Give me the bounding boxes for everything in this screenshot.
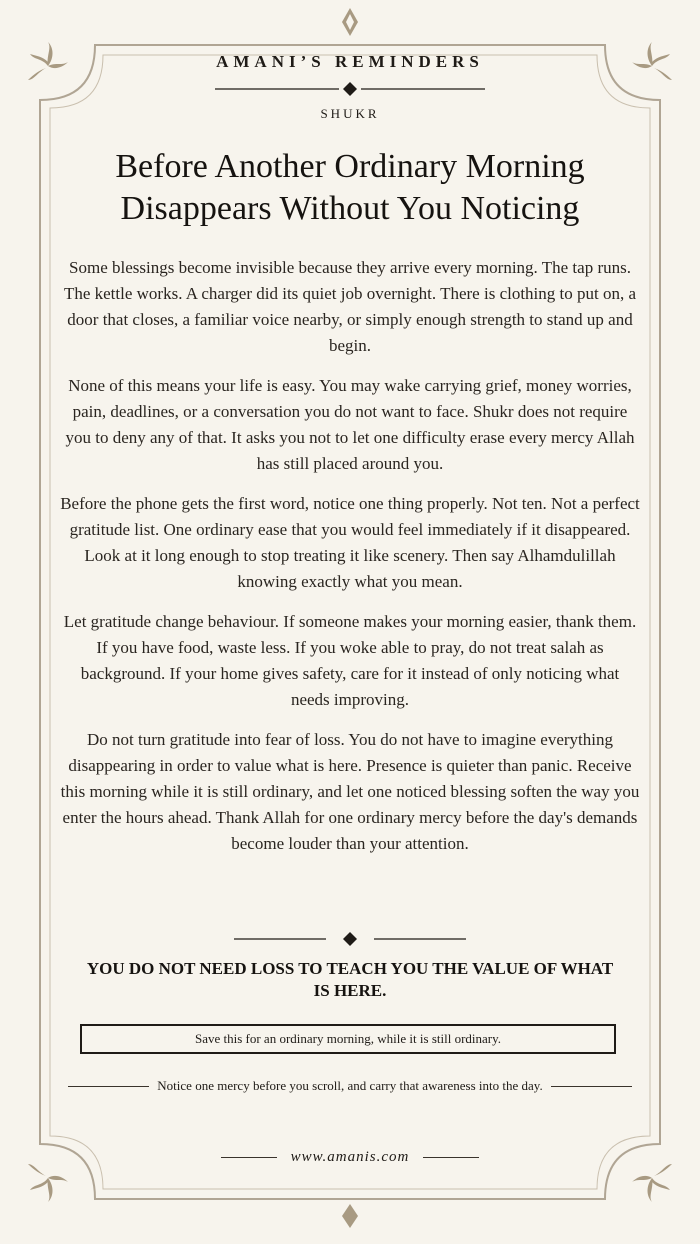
article-body <box>60 255 640 871</box>
brand-name: AMANI’S REMINDERS <box>216 52 484 71</box>
footer-note-text: Notice one mercy before you scroll, and carry that awareness into the day. <box>157 1078 543 1093</box>
diamond-ornament-icon <box>342 1204 358 1228</box>
paragraph: None of this means your life is easy. You may wake carrying grief, money worries, pain, deadlines, or a conversation you do not want to face. Shukr does not require you to deny any of that. It asks you not to let one difficulty erase every mercy Allah has still placed around you. <box>65 376 635 473</box>
paragraph: Do not turn gratitude into fear of loss. You do not have to imagine everything disappearing in order to value what is here. Presence is quieter than panic. Receive this morning while it is still ordinary, and let one noticed blessing soften the way you enter the hours ahead. Thank Allah for one ordinary mercy before the day's demands become louder than your attention. <box>60 730 640 853</box>
rule-left <box>68 1086 149 1087</box>
paragraph: Before the phone gets the first word, notice one thing properly. Not ten. Not a perfect gratitude list. One ordinary ease that you would feel immediately if it disappeared. Look at it long enough to stop treating it like scenery. Then say Alhamdulillah knowing exactly what you mean. <box>60 494 640 591</box>
paragraph: Let gratitude change behaviour. If someone makes your morning easier, thank them. If you have food, waste less. If you woke able to pray, do not treat salah as background. If your home gives safety, care for it instead of only noticing what needs improving. <box>63 612 637 709</box>
pull-quote: YOU DO NOT NEED LOSS TO TEACH YOU THE VALUE OF WHAT IS HERE. <box>86 959 614 1000</box>
page-title: Before Another Ordinary Morning Disappears Without You Noticing <box>115 148 585 227</box>
save-note-box <box>80 1024 616 1054</box>
diamond-icon <box>343 932 357 946</box>
section-divider <box>230 930 470 948</box>
rule-left <box>221 1157 277 1158</box>
category-label: SHUKR <box>320 106 380 121</box>
diamond-icon <box>343 82 357 96</box>
diamond-ornament-icon <box>342 8 358 36</box>
save-note: Save this for an ordinary morning, while it is still ordinary. <box>194 1031 502 1046</box>
footer-note <box>60 1076 640 1096</box>
website-link[interactable]: www.amanis.com <box>290 1148 410 1165</box>
website-footer <box>200 1146 500 1168</box>
fleur-de-lis-icon <box>28 1164 68 1202</box>
rule-right <box>423 1157 479 1158</box>
fleur-de-lis-icon <box>632 1164 672 1202</box>
paragraph: Some blessings become invisible because they arrive every morning. The tap runs. The kettle works. A charger did its quiet job overnight. There is clothing to put on, a door that closes, a familiar voice nearby, or simply enough strength to stand up and begin. <box>63 258 637 355</box>
brand-divider <box>215 80 485 98</box>
rule-right <box>551 1086 632 1087</box>
